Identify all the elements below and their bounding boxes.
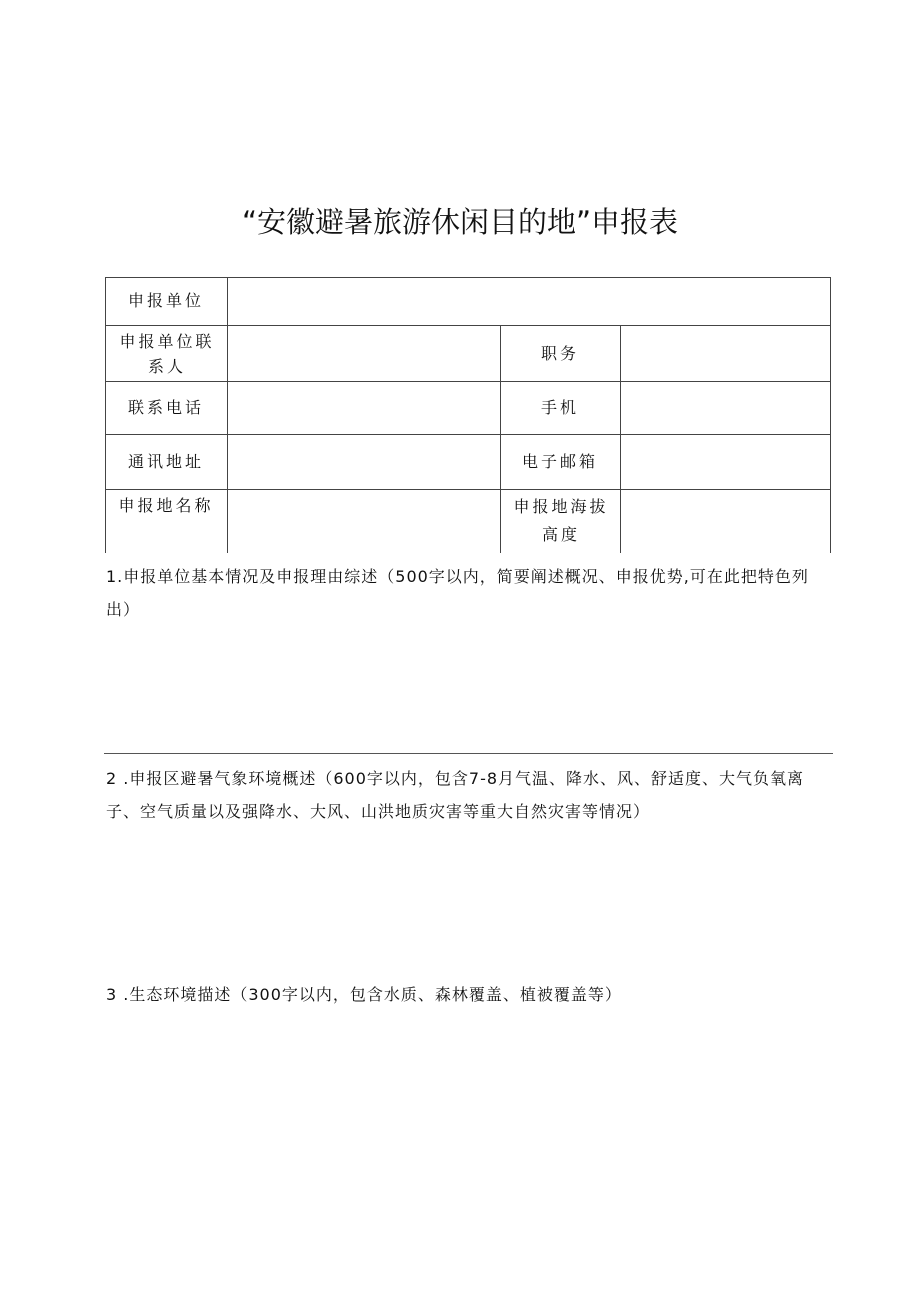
section-3-heading: 3 .生态环境描述（300字以内，包含水质、森林覆盖、植被覆盖等） (106, 985, 622, 1004)
email-label: 电子邮箱 (521, 452, 598, 471)
contact-label: 申报单位联系人 (119, 332, 215, 376)
table-divider (105, 381, 831, 382)
site-name-label: 申报地名称 (118, 496, 214, 515)
table-divider (105, 434, 831, 435)
page-title: “安徽避暑旅游休闲目的地”申报表 (241, 205, 679, 239)
table-divider (620, 325, 621, 553)
table-border-left (105, 277, 106, 553)
section-2-heading: 2 .申报区避暑气象环境概述（600字以内，包含7-8月气温、降水、风、舒适度、大气负氧离子、空气质量以及强降水、大风、山洪地质灾害等重大自然灾害等情况） (106, 769, 805, 821)
table-divider (227, 277, 228, 553)
section-separator (104, 753, 833, 754)
table-divider (105, 489, 831, 490)
table-divider (500, 325, 501, 553)
table-border-right (830, 277, 831, 553)
mobile-label: 手机 (540, 398, 579, 417)
unit-label: 申报单位 (127, 291, 204, 310)
table-border-top (105, 277, 831, 278)
application-form-table (105, 277, 831, 553)
address-label: 通讯地址 (127, 452, 204, 471)
phone-label: 联系电话 (127, 398, 204, 417)
section-1-heading: 1.申报单位基本情况及申报理由综述（500字以内，简要阐述概况、申报优势,可在此把特色列出） (106, 567, 809, 619)
position-label: 职务 (540, 344, 579, 363)
table-divider (105, 325, 831, 326)
altitude-label: 申报地海拔高度 (513, 497, 609, 544)
